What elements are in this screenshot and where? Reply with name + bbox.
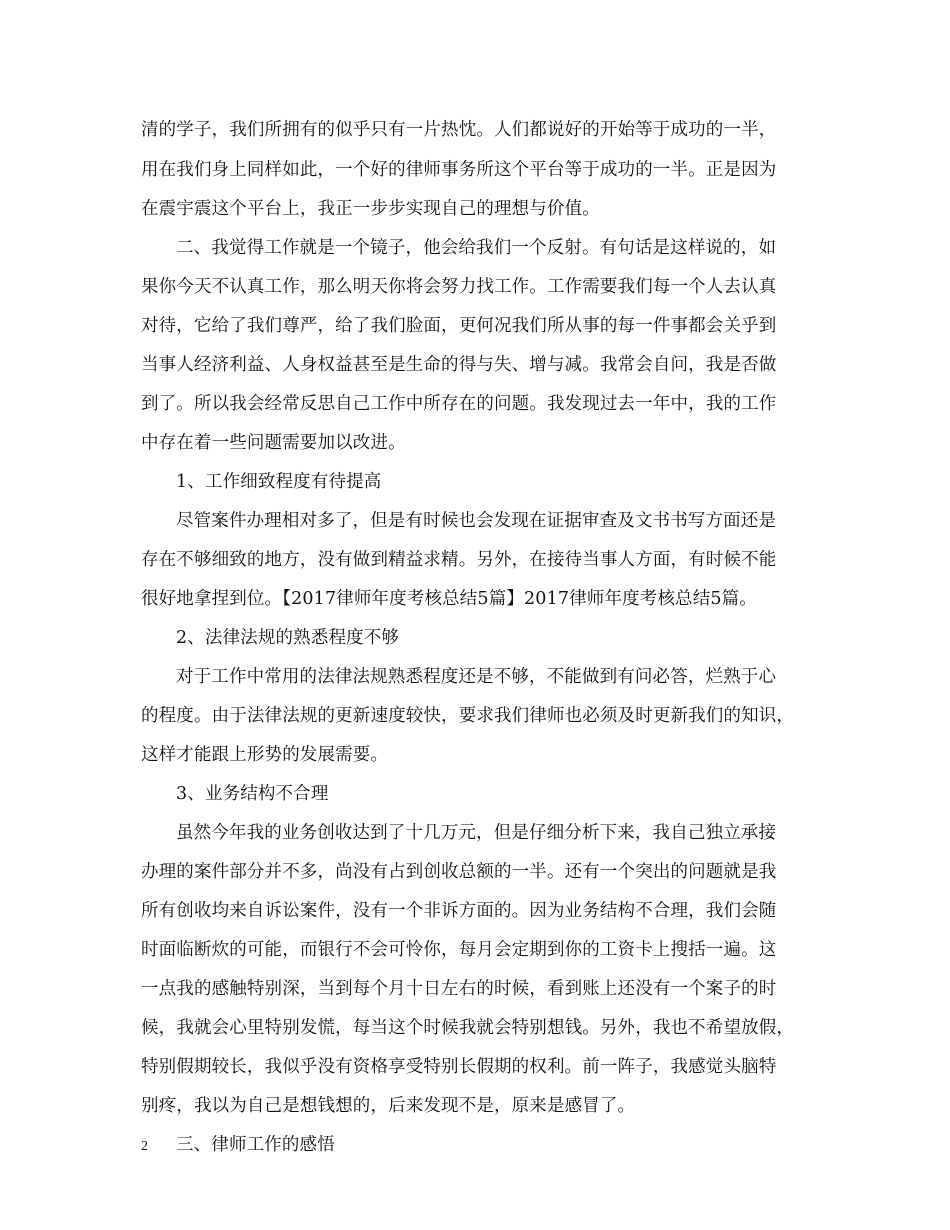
paragraph-line: 别疼，我以为自己是想钱想的，后来发现不是，原来是感冒了。 [141,1096,636,1116]
paragraph-line: 特别假期较长，我似乎没有资格享受特别长假期的权利。前一阵子，我感觉头脑特 [141,1057,777,1077]
subheading: 3、业务结构不合理 [176,784,329,804]
subheading: 2、法律法规的熟悉程度不够 [176,628,400,648]
paragraph-line: 对于工作中常用的法律法规熟悉程度还是不够，不能做到有问必答，烂熟于心 [176,667,777,687]
paragraph-line: 一点我的感触特别深，当到每个月十日左右的时候，看到账上还没有一个案子的时 [141,979,777,999]
section-heading-line: 三、律师工作的感悟 [176,1135,335,1155]
paragraph-line: 候，我就会心里特别发慌，每当这个时候我就会特别想钱。另外，我也不希望放假， [141,1018,795,1038]
paragraph-line: 的程度。由于法律法规的更新速度较快，要求我们律师也必须及时更新我们的知识， [141,706,795,726]
paragraph-line: 中存在着一些问题需要加以改进。 [141,433,406,453]
paragraph-line: 果你今天不认真工作，那么明天你将会努力找工作。工作需要我们每一个人去认真 [141,277,777,297]
subheading: 1、工作细致程度有待提高 [176,472,382,492]
paragraph-line: 尽管案件办理相对多了，但是有时候也会发现在证据审查及文书书写方面还是 [176,511,777,531]
paragraph-line: 时面临断炊的可能，而银行不会可怜你，每月会定期到你的工资卡上搜括一遍。这 [141,940,777,960]
paragraph-line: 到了。所以我会经常反思自己工作中所存在的问题。我发现过去一年中，我的工作 [141,394,777,414]
section-heading-line: 二、我觉得工作就是一个镜子，他会给我们一个反射。有句话是这样说的，如 [176,238,777,258]
paragraph-line: 用在我们身上同样如此，一个好的律师事务所这个平台等于成功的一半。正是因为 [141,160,777,180]
paragraph-line: 这样才能跟上形势的发展需要。 [141,745,389,765]
paragraph-line: 很好地拿捏到位。【2017律师年度考核总结5篇】2017律师年度考核总结5篇。 [141,589,757,609]
paragraph-line: 在震宇震这个平台上，我正一步步实现自己的理想与价值。 [141,199,600,219]
paragraph-line: 清的学子，我们所拥有的似乎只有一片热忱。人们都说好的开始等于成功的一半， [141,120,777,140]
paragraph-line: 虽然今年我的业务创收达到了十几万元，但是仔细分析下来，我自己独立承接 [176,823,777,843]
paragraph-line: 对待，它给了我们尊严，给了我们脸面，更何况我们所从事的每一件事都会关乎到 [141,316,777,336]
paragraph-line: 当事人经济利益、人身权益甚至是生命的得与失、增与减。我常会自问，我是否做 [141,355,777,375]
paragraph-line: 办理的案件部分并不多，尚没有占到创收总额的一半。还有一个突出的问题就是我 [141,862,777,882]
paragraph-line: 存在不够细致的地方，没有做到精益求精。另外，在接待当事人方面，有时候不能 [141,550,777,570]
page-number: 2 [141,1139,148,1154]
paragraph-line: 所有创收均来自诉讼案件，没有一个非诉方面的。因为业务结构不合理，我们会随 [141,901,777,921]
